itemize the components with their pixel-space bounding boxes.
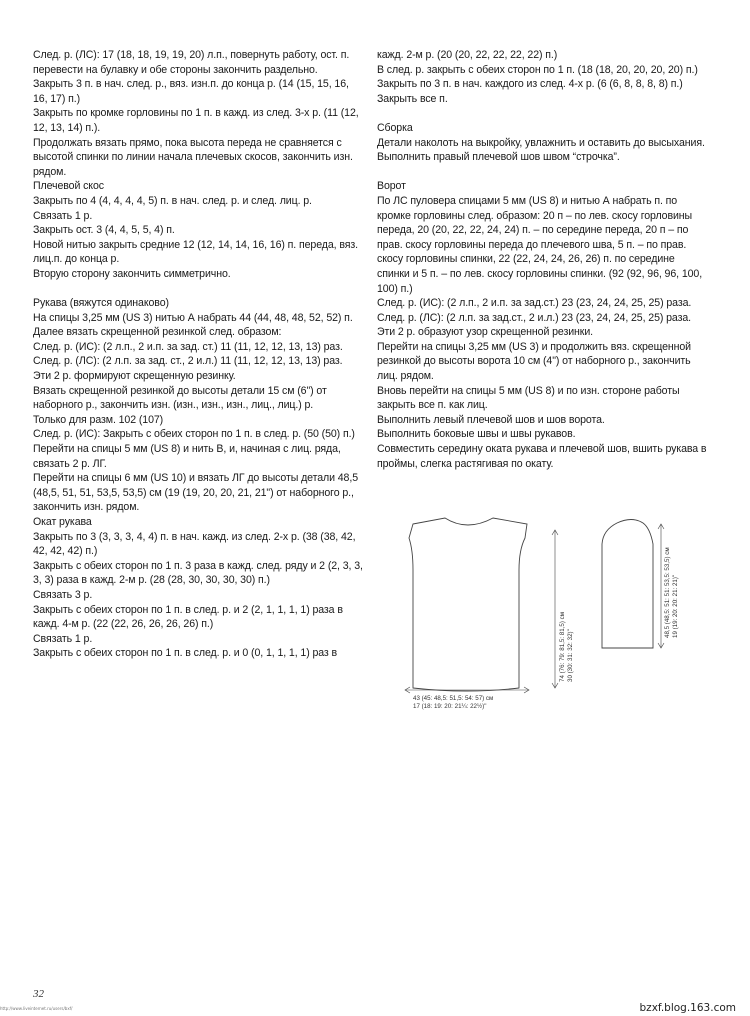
section-heading-collar: Ворот	[377, 180, 406, 193]
page-number: 32	[33, 988, 44, 1000]
blog-watermark: bzxf.blog.163.com	[639, 1002, 736, 1014]
paragraph: Вторую сторону закончить симметрично.	[33, 267, 231, 280]
paragraph: Продолжать вязать прямо, пока высота переда не сравняется с высотой спинки по линии начала плечевых скосов, закончить изн. рядом.	[33, 136, 353, 178]
footer-url: http://www.liveinternet.ru/users/bxf/	[0, 1006, 73, 1011]
sleeve-length-label: 48,5 (48,5: 51: 51: 53,5: 53,5) см	[664, 547, 671, 638]
paragraph: Вязать скрещенной резинкой до высоты детали 15 см (6") от наборного р., закончить изн. (изн., изн., изн., лиц., лиц.) р.	[33, 384, 327, 412]
paragraph: Связать 3 р.	[33, 588, 93, 601]
left-text-column	[33, 48, 363, 661]
body-width-label: 43 (45: 48,5: 51,5: 54: 57) см	[413, 695, 494, 702]
right-text-column	[377, 48, 707, 471]
paragraph: Эти 2 р. формируют скрещенную резинку.	[33, 370, 236, 383]
section-heading-assembly: Сборка	[377, 121, 413, 134]
paragraph: Связать 1 р.	[33, 209, 93, 222]
body-height-inch-label: 30 (30: 31: 32: 32)"	[567, 629, 574, 682]
paragraph: Перейти на спицы 3,25 мм (US 3) и продолжить вяз. скрещенной резинкой до высоты ворота 10 см (4") от наборного р., закончить лиц. рядом.	[377, 340, 691, 383]
paragraph: Далее вязать скрещенной резинкой след. образом:	[33, 326, 282, 339]
schematic-drawing	[395, 510, 695, 720]
paragraph: Закрыть 3 п. в нач. след. р., вяз. изн.п. до конца р. (14 (15, 15, 16, 16, 17) п.)	[33, 78, 349, 105]
paragraph: Выполнить левый плечевой шов и шов ворота.	[377, 413, 605, 426]
paragraph: Детали наколоть на выкройку, увлажнить и оставить до высыхания.	[377, 136, 705, 149]
paragraph: Закрыть все п.	[377, 92, 448, 105]
paragraph: Связать 1 р.	[33, 632, 93, 645]
sleeve-outline	[602, 520, 653, 649]
paragraph: Закрыть с обеих сторон по 1 п. в след. р. и 0 (0, 1, 1, 1, 1) раз в	[33, 647, 338, 660]
paragraph: Перейти на спицы 5 мм (US 8) и нить В, и, начиная с лиц. ряда, связать 2 р. ЛГ.	[33, 443, 341, 470]
paragraph: След. р. (ЛС): 17 (18, 18, 19, 19, 20) л.п., повернуть работу, ост. п. перевести на булавку и обе стороны закончить раздельно.	[33, 49, 350, 76]
paragraph: кажд. 2-м р. (20 (20, 22, 22, 22, 22) п.)	[377, 49, 558, 61]
paragraph: Совместить середину оката рукава и плечевой шов, вшить рукава в проймы, слегка растягивая по окату.	[377, 443, 707, 470]
paragraph: По ЛС пуловера спицами 5 мм (US 8) и нитью А набрать п. по кромке горловины след. образом: 20 п – по лев. скосу горловины переда, 20 (20, 22, 22, 24, 24) п. – по середине переда, 20 п – по прав. скосу горловины переда до плечевого шва, 5 п. – по прав. скосу горловины спинки, 22 (22, 24, 24, 26, 26) п. по середине спинки и 5 п. – по лев. скосу горловины спинки. (92 (92, 96, 96, 100, 100) п.)	[377, 194, 703, 295]
paragraph: Закрыть по кромке горловины по 1 п. в кажд. из след. 3-х р. (11 (12, 12, 13, 14) п.).	[33, 107, 359, 134]
paragraph: Закрыть с обеих сторон по 1 п. 3 раза в кажд. след. ряду и 2 (2, 3, 3, 3, 3) раза в кажд. 2-м р. (28 (28, 30, 30, 30, 30) п.)	[33, 559, 363, 587]
paragraph: Закрыть по 3 (3, 3, 3, 4, 4) п. в нач. кажд. из след. 2-х р. (38 (38, 42, 42, 42, 42) п.)	[33, 530, 356, 558]
sleeve-length-inch-label: 19 (19: 20: 20: 21: 21)"	[672, 574, 679, 638]
paragraph: След. р. (ИС): (2 л.п., 2 и.п. за зад. ст.) 11 (11, 12, 12, 13, 13) раз.	[33, 340, 343, 353]
body-outline	[409, 518, 527, 691]
paragraph: Вновь перейти на спицы 5 мм (US 8) и по изн. стороне работы закрыть все п. как лиц.	[377, 384, 680, 412]
paragraph: Выполнить правый плечевой шов швом “строчка”.	[377, 151, 620, 164]
paragraph: След. р. (ЛС): (2 л.п. за зад. ст., 2 и.л.) 11 (11, 12, 12, 13, 13) раз.	[33, 355, 343, 368]
paragraph: Закрыть ост. 3 (4, 4, 5, 5, 4) п.	[33, 224, 175, 237]
paragraph: На спицы 3,25 мм (US 3) нитью А набрать 44 (44, 48, 48, 52, 52) п.	[33, 311, 353, 324]
paragraph: Закрыть с обеих сторон по 1 п. в след. р. и 2 (2, 1, 1, 1, 1) раза в кажд. 4-м р. (22 (22, 26, 26, 26, 26) п.)	[33, 603, 343, 631]
pattern-schematic	[395, 510, 695, 720]
body-height-label: 74 (76: 79: 81,5: 81,5) см	[559, 612, 566, 682]
paragraph: След. р. (ИС): (2 л.п., 2 и.п. за зад.ст.) 23 (23, 24, 24, 25, 25) раза.	[377, 297, 692, 310]
paragraph: Закрыть по 3 п. в нач. каждого из след. 4-х р. (6 (6, 8, 8, 8, 8) п.)	[377, 78, 683, 91]
paragraph: Новой нитью закрыть средние 12 (12, 14, 14, 16, 16) п. переда, вяз. лиц.п. до конца р.	[33, 238, 358, 266]
section-heading-sleeve-cap: Окат рукава	[33, 516, 92, 528]
paragraph: Только для разм. 102 (107)	[33, 413, 164, 426]
paragraph: Перейти на спицы 6 мм (US 10) и вязать ЛГ до высоты детали 48,5 (48,5, 51, 51, 53,5, 53,5) см (19 (19, 20, 20, 21, 21") от наборного р., закончить изн. рядом.	[33, 472, 358, 514]
body-width-inch-label: 17 (18: 19: 20: 21¼: 22½)"	[413, 703, 487, 710]
paragraph: След. р. (ЛС): (2 л.п. за зад.ст., 2 и.л.) 23 (23, 24, 24, 25, 25) раза.	[377, 311, 692, 324]
paragraph: Выполнить боковые швы и швы рукавов.	[377, 428, 576, 441]
paragraph: Закрыть по 4 (4, 4, 4, 4, 5) п. в нач. след. р. и след. лиц. р.	[33, 194, 312, 207]
paragraph: След. р. (ИС): Закрыть с обеих сторон по 1 п. в след. р. (50 (50) п.)	[33, 428, 355, 441]
paragraph: В след. р. закрыть с обеих сторон по 1 п. (18 (18, 20, 20, 20, 20) п.)	[377, 63, 698, 76]
section-heading-sleeves: Рукава (вяжутся одинаково)	[33, 297, 169, 310]
paragraph: Эти 2 р. образуют узор скрещенной резинки.	[377, 326, 593, 339]
section-heading-shoulder: Плечевой скос	[33, 180, 104, 193]
